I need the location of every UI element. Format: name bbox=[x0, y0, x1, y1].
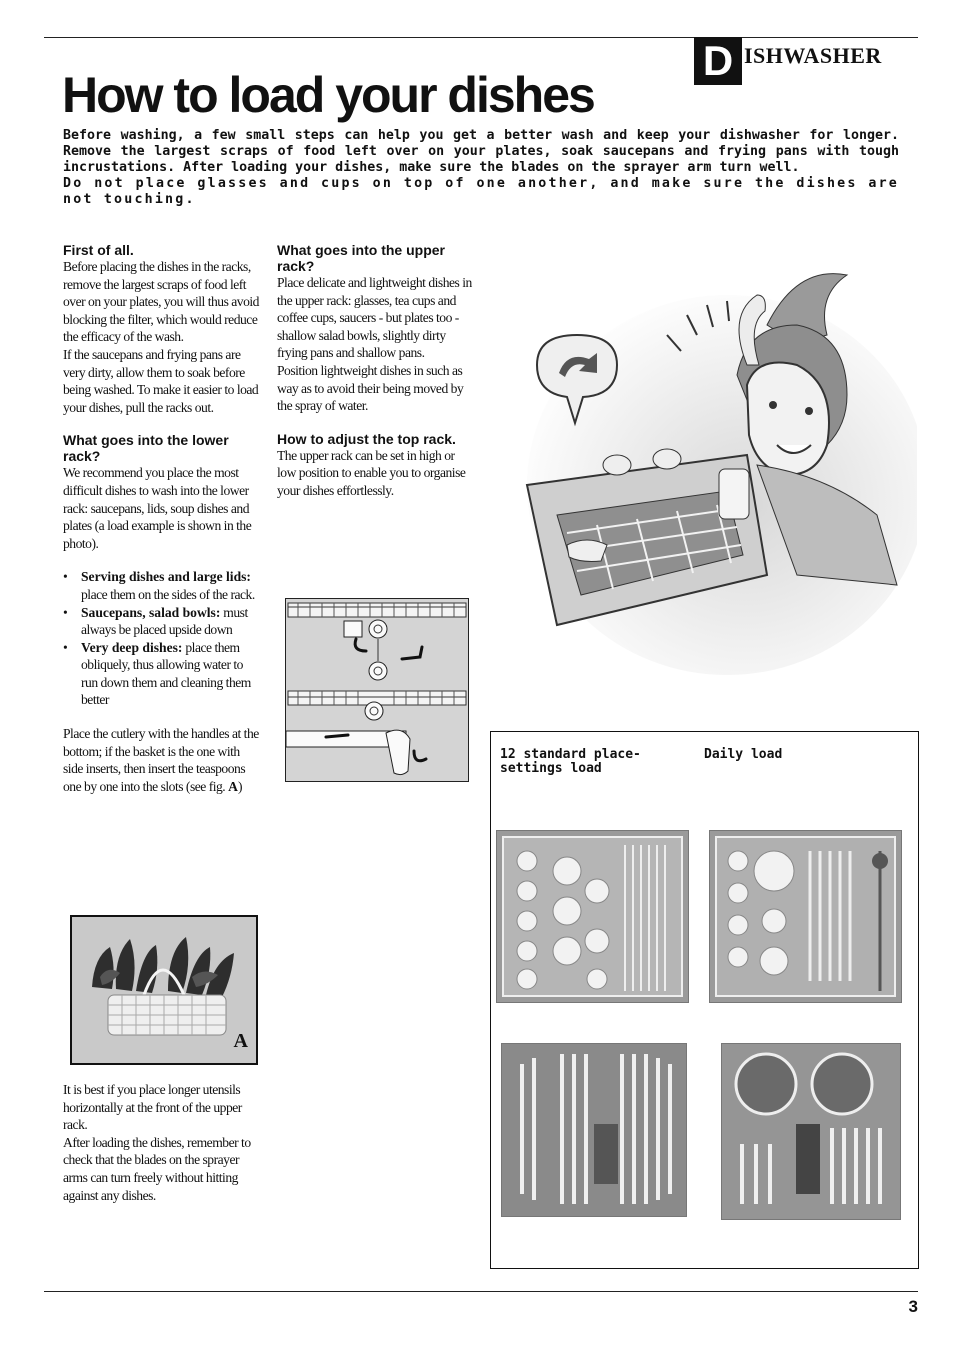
daily-upper-rack-drawing bbox=[710, 831, 901, 1002]
intro-warning: Do not place glasses and cups on top of one another, and make sure the dishes are not touching. bbox=[63, 176, 899, 207]
adjust-rack-paragraph: The upper rack can be set in high or low position to enable you to organise your dishes effortlessly. bbox=[277, 447, 466, 498]
bottom-rule bbox=[44, 1291, 918, 1292]
lower-rack-heading: What goes into the lower rack? bbox=[63, 432, 229, 465]
section-name: ISHWASHER bbox=[744, 43, 882, 68]
daily-lower-rack-photo bbox=[721, 1043, 901, 1220]
lower-rack-paragraph: We recommend you place the most difficult dishes to wash into the lower rack: saucepans, lids, soup dishes and plates (a load example is shown in the photo). bbox=[63, 465, 252, 551]
list-item: • Very deep dishes: place them obliquely, thus allowing water to run down them and cleaning them better bbox=[63, 639, 259, 709]
list-item: • Saucepans, salad bowls: must always be placed upside down bbox=[63, 604, 259, 639]
section-header bbox=[694, 37, 882, 85]
daily-load-label: Daily load bbox=[704, 747, 783, 762]
utensils-block bbox=[63, 1081, 259, 1204]
lightweight-paragraph: Position lightweight dishes in such as way as to avoid their being moved by the spray of water. bbox=[277, 362, 464, 414]
list-item: • Serving dishes and large lids: place them on the sides of the rack. bbox=[63, 568, 259, 603]
upper-rack-paragraph: Place delicate and lightweight dishes in the upper rack: glasses, tea cups and coffee cups, saucers - but plates too - shallow salad bowls, slightly dirty frying pans and shallow pans. bbox=[277, 275, 472, 361]
page-number: 3 bbox=[908, 1297, 918, 1316]
standard-upper-rack-photo bbox=[496, 830, 689, 1003]
sprayer-check-paragraph: After loading the dishes, remember to check that the blades on the sprayer arms can turn freely without hitting against any dishes. bbox=[63, 1134, 251, 1203]
cutlery-basket-figure bbox=[70, 915, 258, 1065]
standard-lower-rack-drawing bbox=[502, 1044, 686, 1216]
section-initial: D bbox=[694, 37, 742, 85]
middle-column bbox=[277, 242, 473, 500]
standard-upper-rack-drawing bbox=[497, 831, 688, 1002]
daily-lower-rack-drawing bbox=[722, 1044, 900, 1219]
soak-paragraph: If the saucepans and frying pans are very dirty, allow them to soak before being washed. To make it easier to load your dishes, pull the racks out. bbox=[63, 346, 259, 415]
standard-load-label: 12 standard place-settings load bbox=[500, 747, 641, 776]
cutlery-paragraph: Place the cutlery with the handles at the bottom; if the basket is the one with side inserts, then insert the teaspoons one by one into the slots (see fig. A) bbox=[63, 726, 259, 794]
lower-rack-tips bbox=[63, 568, 259, 709]
adjust-rack-heading: How to adjust the top rack. bbox=[277, 430, 456, 447]
page-title: How to load your dishes bbox=[62, 67, 594, 123]
standard-lower-rack-photo bbox=[501, 1043, 687, 1217]
first-heading: First of all. bbox=[63, 242, 134, 258]
figure-label: A bbox=[233, 1030, 248, 1052]
load-examples-panel bbox=[490, 731, 919, 1269]
utensils-paragraph: It is best if you place longer utensils horizontally at the front of the upper rack. bbox=[63, 1082, 242, 1133]
left-column bbox=[63, 242, 259, 795]
intro-paragraph: Before washing, a few small steps can help you get a better wash and keep your dishwasher for longer. Remove the largest scraps of food left over on your plates, soak saucepans and frying pans with tough incrustations. After loading your dishes, make sure the blades on the sprayer arm turn well. bbox=[63, 128, 899, 175]
daily-upper-rack-photo bbox=[709, 830, 902, 1003]
rack-adjust-drawing bbox=[286, 599, 468, 781]
first-paragraph: Before placing the dishes in the racks, remove the largest scraps of food left over on your plates, you will thus avoid blocking the filter, which would reduce the efficacy of the wash. bbox=[63, 259, 259, 345]
upper-rack-heading: What goes into the upper rack? bbox=[277, 242, 445, 274]
intro-block bbox=[63, 128, 899, 208]
rack-adjust-diagram bbox=[285, 598, 469, 782]
woman-loading-drawing bbox=[497, 255, 917, 675]
loading-illustration bbox=[497, 255, 917, 675]
cutlery-basket-drawing bbox=[72, 917, 256, 1063]
